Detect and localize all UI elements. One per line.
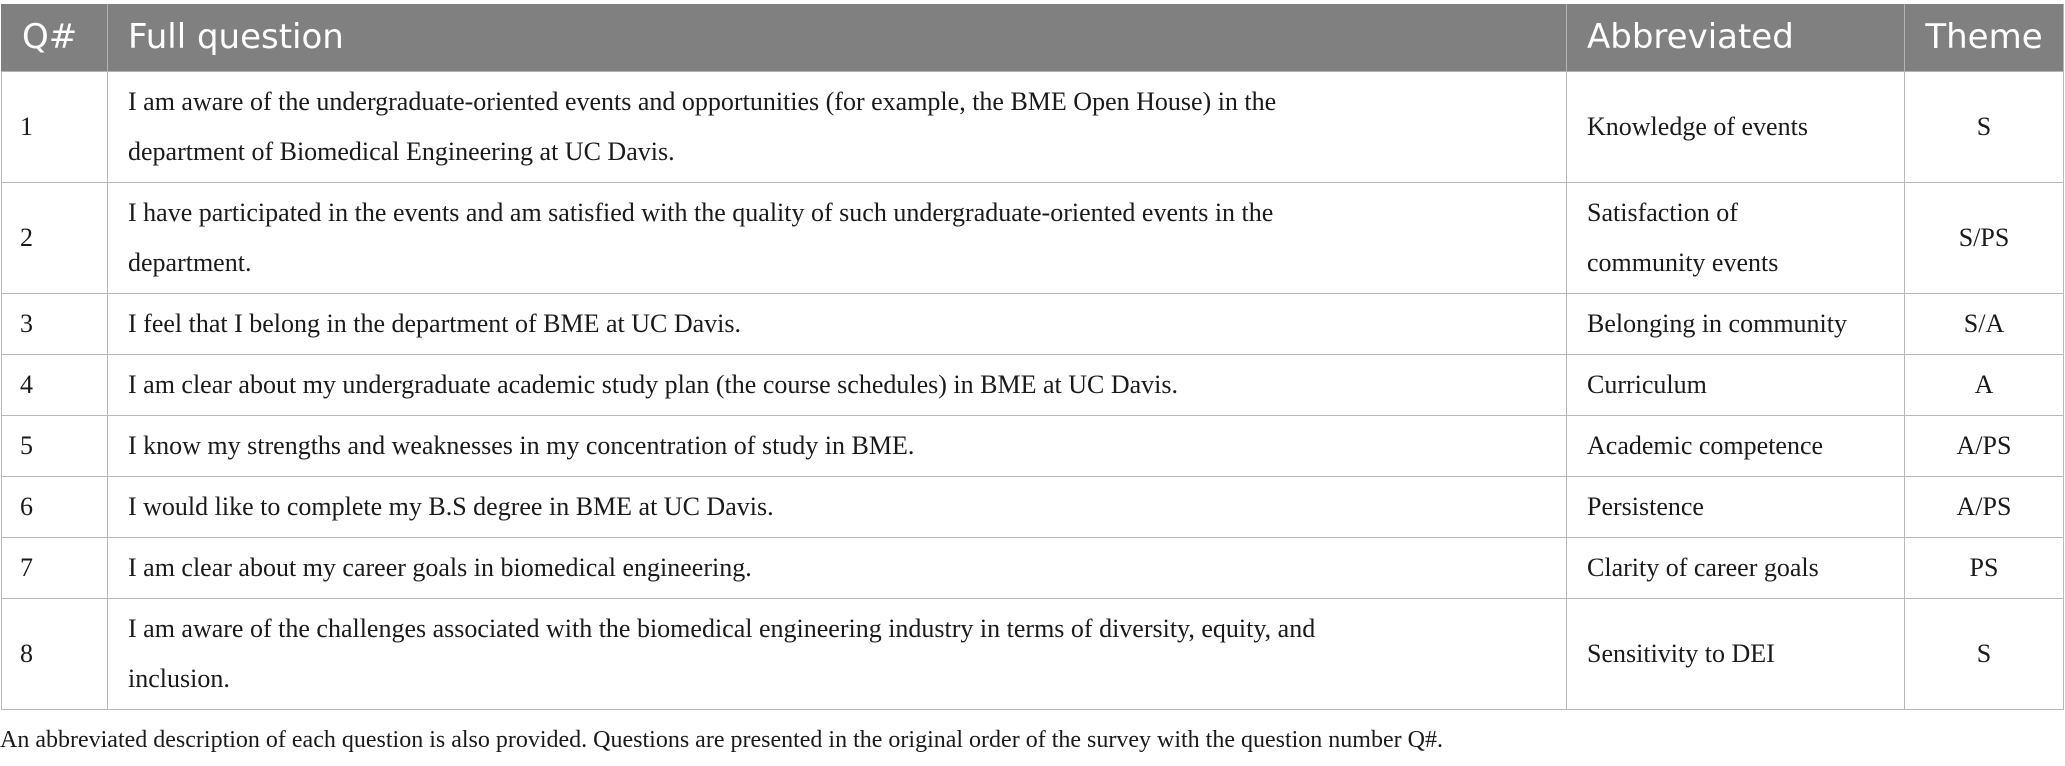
cell-abbreviated: Curriculum [1567, 354, 1905, 415]
header-abbreviated: Abbreviated [1567, 4, 1905, 71]
table-row [2, 71, 2064, 182]
cell-full-question [108, 182, 1567, 293]
abbreviated-line: Sensitivity to DEI [1587, 638, 1775, 668]
table-row [2, 293, 2064, 354]
table-row [2, 537, 2064, 598]
cell-theme: S [1905, 598, 2064, 709]
table-row [2, 598, 2064, 709]
survey-questions-table-container [1, 4, 2063, 710]
cell-theme: S [1905, 71, 2064, 182]
cell-full-question: I am clear about my undergraduate academic study plan (the course schedules) in BME at UC Davis. [108, 354, 1567, 415]
table-row [2, 415, 2064, 476]
full-question-line: I have participated in the events and am satisfied with the quality of such undergraduate-oriented events in the [128, 197, 1274, 227]
cell-full-question: I am clear about my career goals in biomedical engineering. [108, 537, 1567, 598]
cell-q-number: 8 [2, 598, 108, 709]
full-question-line: department of Biomedical Engineering at UC Davis. [128, 136, 675, 166]
cell-q-number: 6 [2, 476, 108, 537]
table-footnote: An abbreviated description of each question is also provided. Questions are presented in the original order of the survey with the question number Q#. [0, 727, 1443, 753]
header-theme: Theme [1905, 4, 2064, 71]
cell-full-question: I know my strengths and weaknesses in my concentration of study in BME. [108, 415, 1567, 476]
table-header [2, 4, 2064, 71]
cell-abbreviated: Persistence [1567, 476, 1905, 537]
cell-abbreviated [1567, 71, 1905, 182]
cell-abbreviated [1567, 182, 1905, 293]
cell-abbreviated: Academic competence [1567, 415, 1905, 476]
cell-theme: PS [1905, 537, 2064, 598]
cell-abbreviated: Clarity of career goals [1567, 537, 1905, 598]
cell-theme: A [1905, 354, 2064, 415]
table-row [2, 182, 2064, 293]
full-question-line: I am aware of the challenges associated with the biomedical engineering industry in terms of diversity, equity, and [128, 613, 1316, 643]
full-question-line: department. [128, 247, 252, 277]
cell-theme: S/A [1905, 293, 2064, 354]
table-body [2, 71, 2064, 709]
cell-q-number: 3 [2, 293, 108, 354]
cell-full-question: I feel that I belong in the department of BME at UC Davis. [108, 293, 1567, 354]
cell-q-number: 4 [2, 354, 108, 415]
cell-q-number: 1 [2, 71, 108, 182]
cell-full-question: I would like to complete my B.S degree in BME at UC Davis. [108, 476, 1567, 537]
header-full-question: Full question [108, 4, 1567, 71]
cell-abbreviated [1567, 598, 1905, 709]
cell-theme: S/PS [1905, 182, 2064, 293]
cell-q-number: 5 [2, 415, 108, 476]
header-row [2, 4, 2064, 71]
cell-abbreviated: Belonging in community [1567, 293, 1905, 354]
cell-theme: A/PS [1905, 415, 2064, 476]
cell-full-question [108, 71, 1567, 182]
abbreviated-line: Satisfaction of [1587, 197, 1738, 227]
full-question-line: inclusion. [128, 663, 230, 693]
table-row [2, 354, 2064, 415]
abbreviated-line: community events [1587, 247, 1779, 277]
cell-q-number: 2 [2, 182, 108, 293]
cell-full-question [108, 598, 1567, 709]
header-q-number: Q# [2, 4, 108, 71]
cell-theme: A/PS [1905, 476, 2064, 537]
abbreviated-line: Knowledge of events [1587, 111, 1808, 141]
survey-questions-table [1, 4, 2064, 710]
cell-q-number: 7 [2, 537, 108, 598]
table-row [2, 476, 2064, 537]
full-question-line: I am aware of the undergraduate-oriented events and opportunities (for example, the BME Open House) in the [128, 86, 1277, 116]
